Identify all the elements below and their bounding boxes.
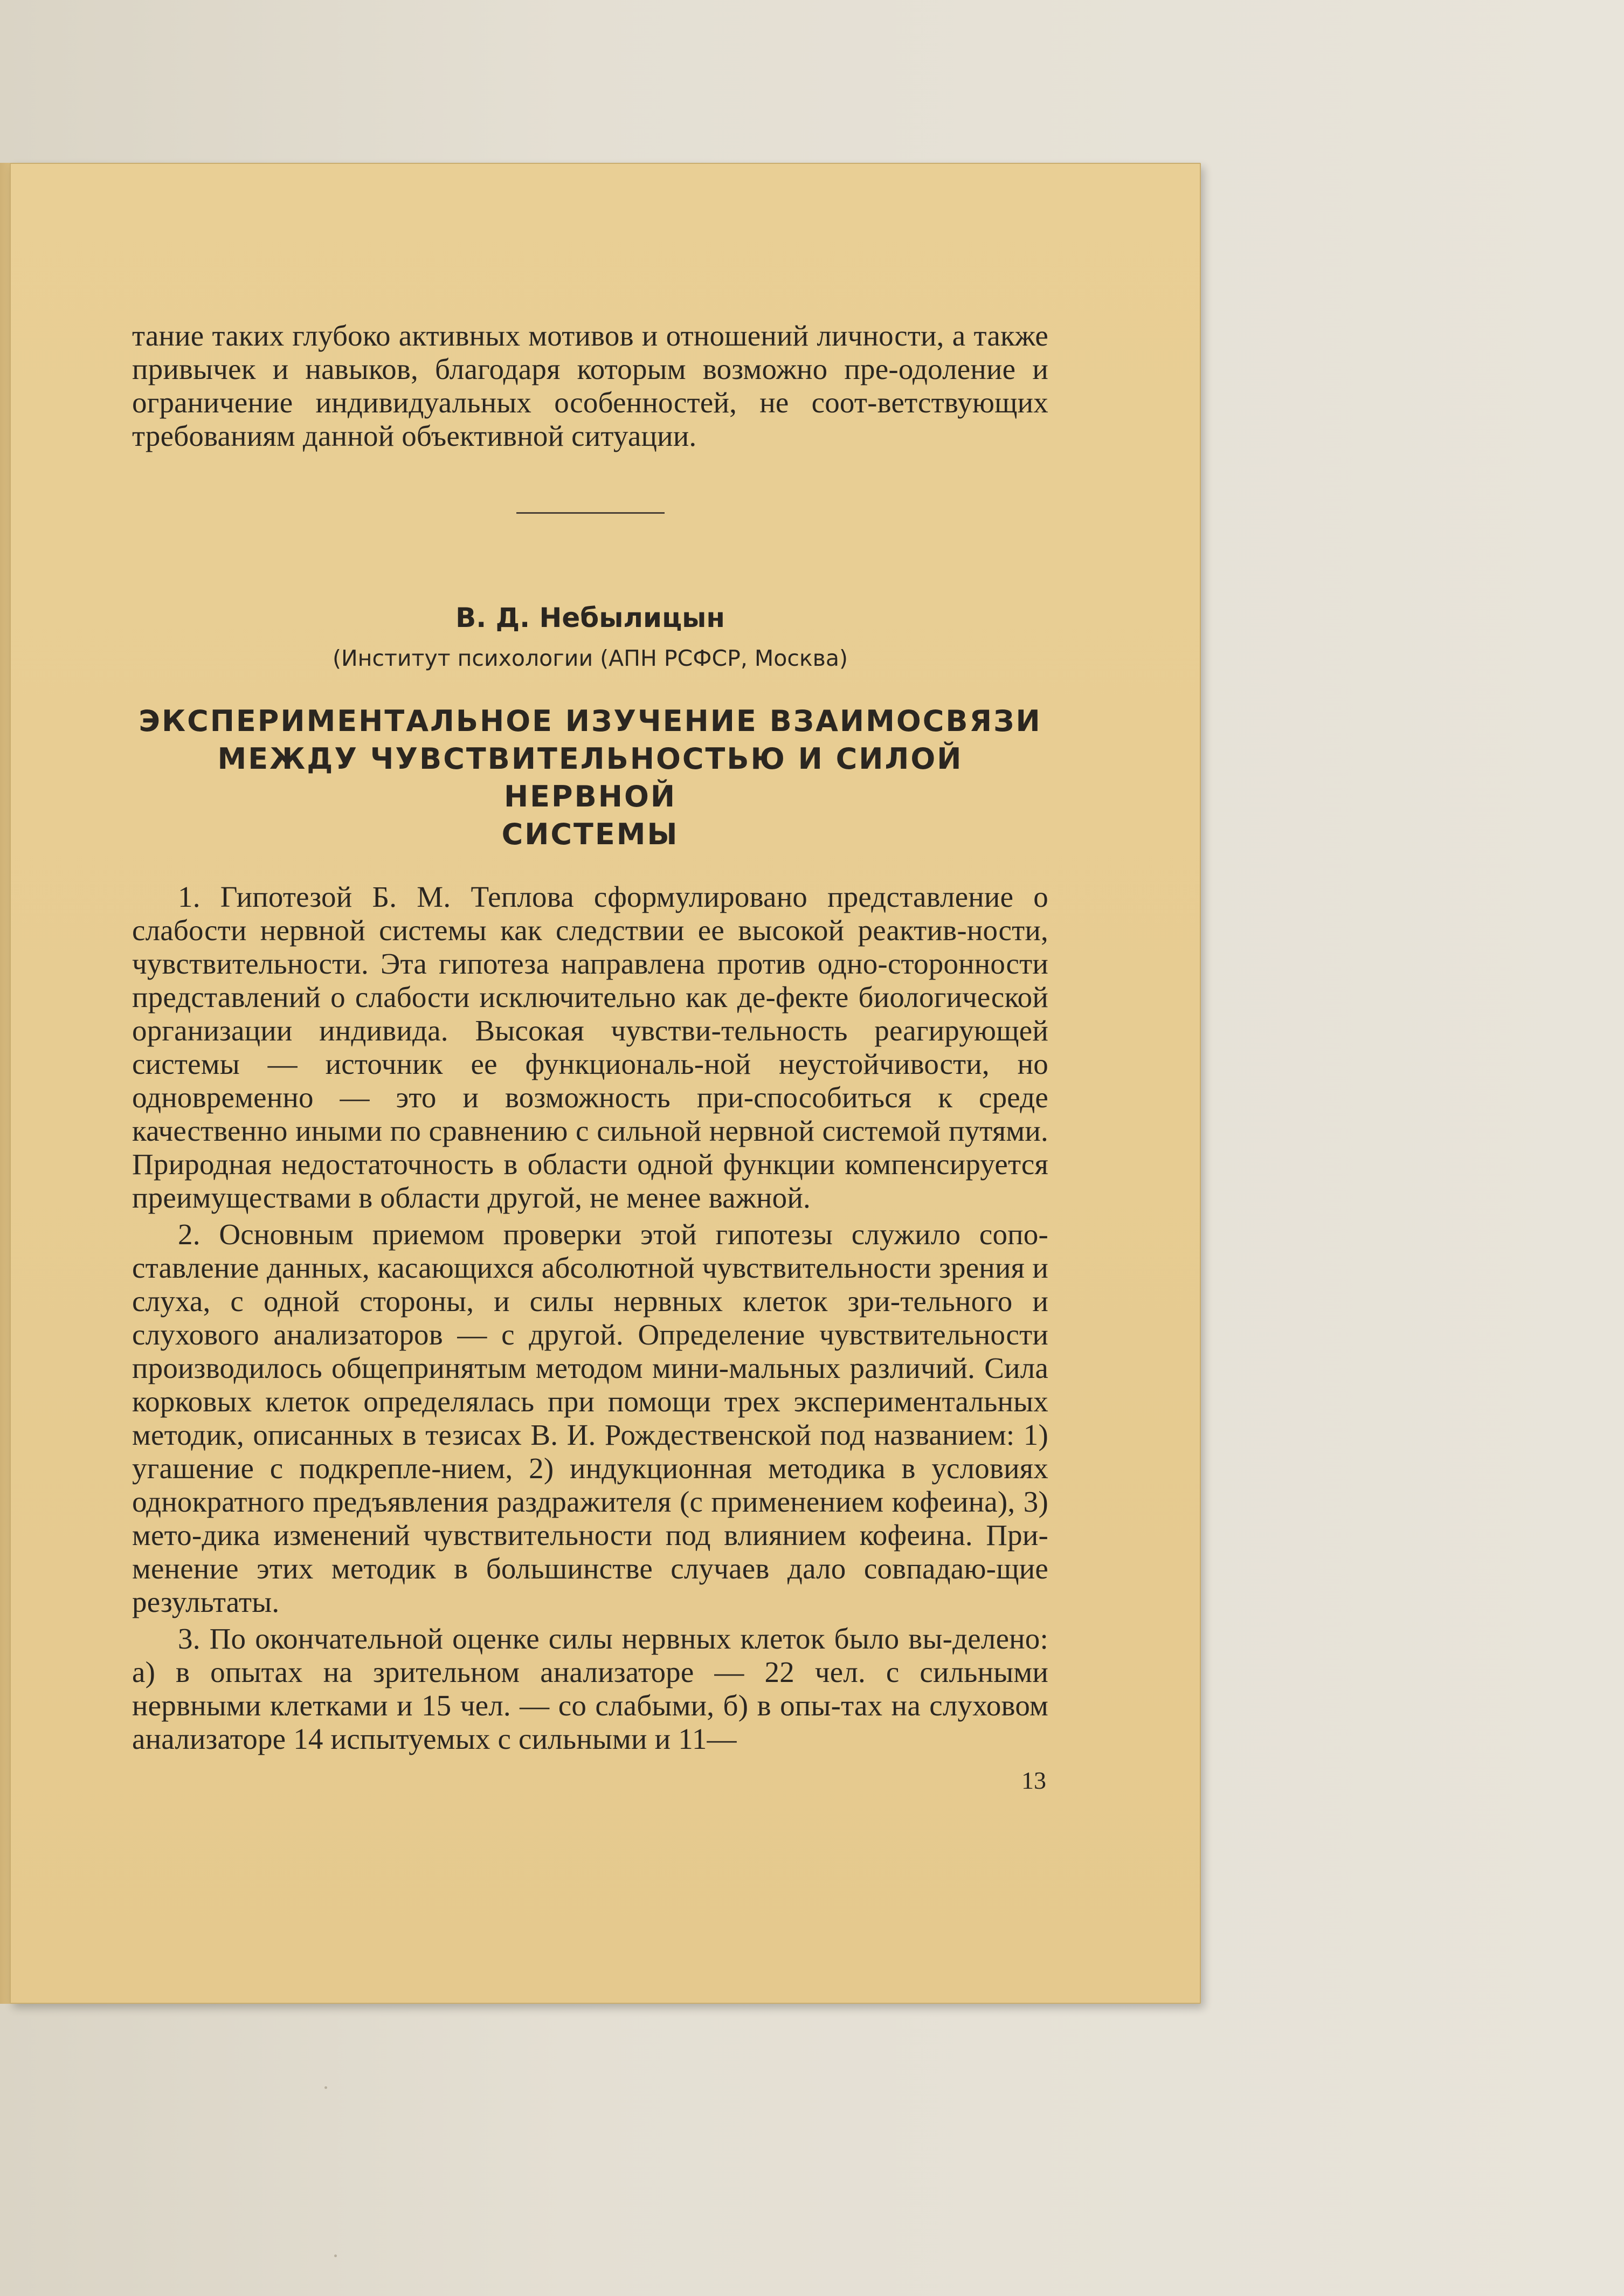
body-paragraph-1: 1. Гипотезой Б. М. Теплова сформулировано представление о слабости нервной системы как следствии ее высокой реактив-ности, чувствительности. Эта гипотеза направлена против одно-сторонности представлений о слабости исключительно как де-фекте биологической организации индивида. Высокая чувстви-тельность реагирующей системы — источник ее функциональ-ной неустойчивости, но одновременно — это и возможность при-способиться к среде качественно иными по сравнению с сильной нервной системой путями. Природная недостаточность в области одной функции компенсируется преимуществами в области другой, не менее важной. <box>132 880 1048 1214</box>
author-affiliation: (Институт психологии (АПН РСФСР, Москва) <box>333 645 848 671</box>
opening-paragraph: тание таких глубоко активных мотивов и отношений личности, а также привычек и навыков, благодаря которым возможно пре-одоление и ограничение индивидуальных особенностей, не соот-ветствующих требованиям данной объективной ситуации. <box>132 319 1048 452</box>
section-divider <box>516 512 665 514</box>
article-body <box>132 880 1048 1756</box>
article-title-line: ЭКСПЕРИМЕНТАЛЬНОЕ ИЗУЧЕНИЕ ВЗАИМОСВЯЗИ <box>139 704 1042 738</box>
body-paragraph-2: 2. Основным приемом проверки этой гипотезы служило сопо-ставление данных, касающихся абсолютной чувствительности зрения и слуха, с одной стороны, и силы нервных клеток зри-тельного и слухового анализаторов — с другой. Определение чувствительности производилось общепринятым методом мини-мальных различий. Сила корковых клеток определялась при помощи трех экспериментальных методик, описанных в тезисах В. И. Рождественской под названием: 1) угашение с подкрепле-нием, 2) индукционная методика в условиях однократного предъявления раздражителя (с применением кофеина), 3) мето-дика изменений чувствительности под влиянием кофеина. При-менение этих методик в большинстве случаев дало совпадаю-щие результаты. <box>132 1218 1048 1618</box>
dust-mark <box>334 2254 337 2257</box>
article-title <box>132 702 1048 853</box>
article-title-line: МЕЖДУ ЧУВСТВИТЕЛЬНОСТЬЮ И СИЛОЙ НЕРВНОЙ <box>217 742 963 813</box>
body-paragraph-3: 3. По окончательной оценке силы нервных клеток было вы-делено: а) в опытах на зрительном анализаторе — 22 чел. с сильными нервными клетками и 15 чел. — со слабыми, б) в опы-тах на слуховом анализаторе 14 испытуемых с сильными и 11— <box>132 1622 1048 1755</box>
author-name: В. Д. Небылицын <box>455 602 725 633</box>
dust-mark <box>324 2086 327 2089</box>
article-title-line: СИСТЕМЫ <box>501 817 679 851</box>
page-number: 13 <box>1021 1767 1046 1794</box>
page-content <box>132 319 1048 1797</box>
